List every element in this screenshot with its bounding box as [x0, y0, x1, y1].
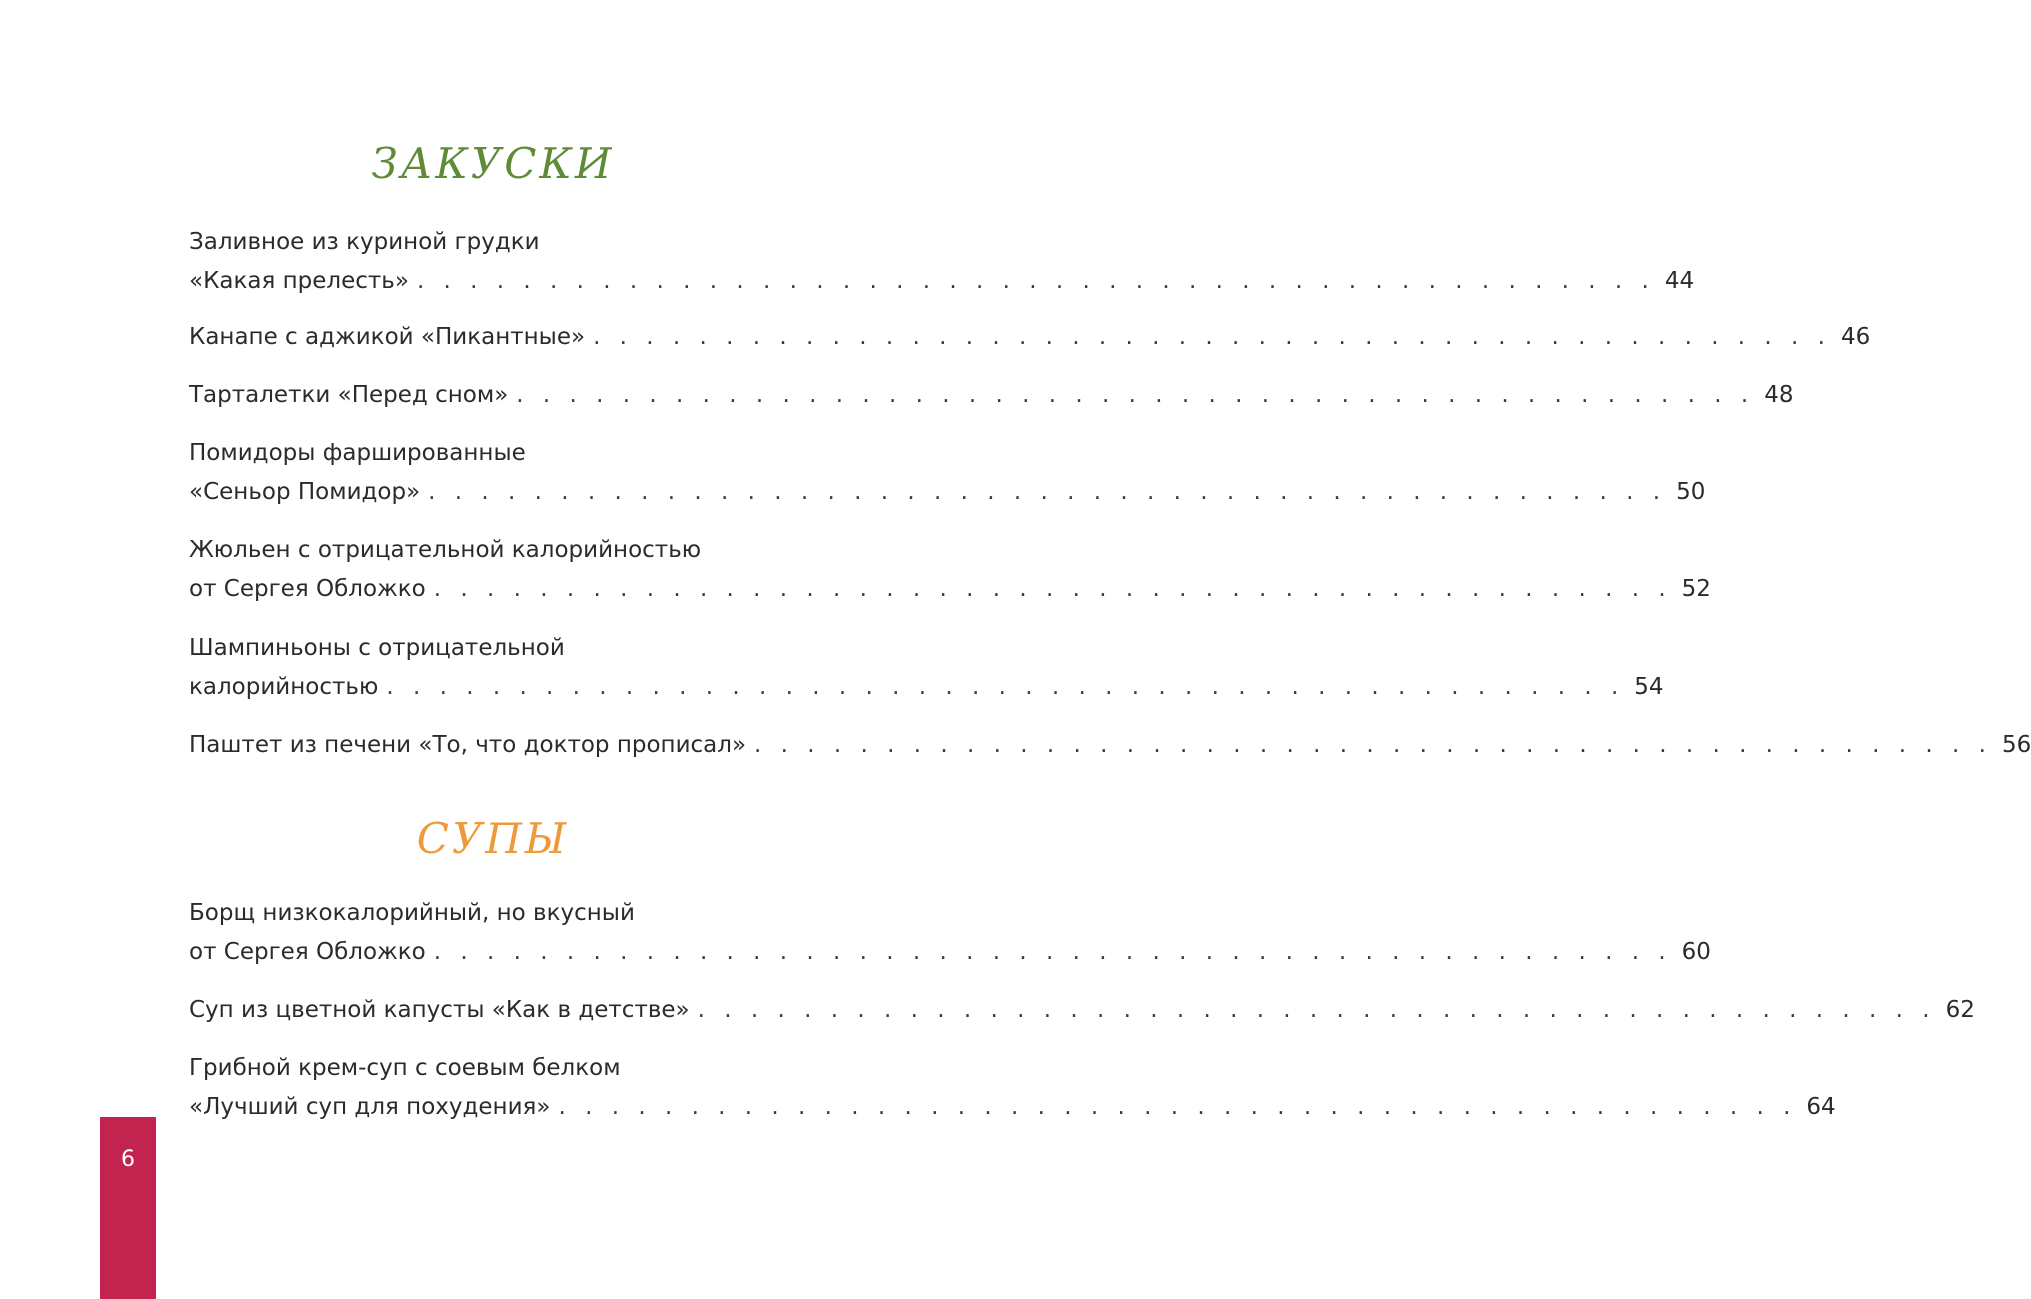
toc-page-number: 62	[1945, 997, 1975, 1023]
toc-entry-title: Борщ низкокалорийный, но вкусный	[189, 900, 635, 926]
toc-entry-title: «Сеньор Помидор»	[189, 479, 421, 505]
dot-leader: . . . . . . . . . . . . . . . . . . . . . . . . . . . . . . . . . . . . . . . . . . . . . . .	[754, 732, 1992, 758]
toc-page-number: 44	[1664, 268, 1695, 294]
toc-entry-title: Паштет из печени «То, что доктор прописал»	[189, 732, 747, 758]
toc-page-number: 46	[1841, 324, 1871, 350]
toc-entry-title: Заливное из куриной грудки	[189, 229, 540, 255]
toc-entry[interactable]	[189, 991, 1975, 1030]
page-number: 6	[121, 1147, 135, 1172]
dot-leader: . . . . . . . . . . . . . . . . . . . . . . . . . . . . . . . . . . . . . . . . . . . . . . .	[697, 997, 1936, 1023]
dot-leader: . . . . . . . . . . . . . . . . . . . . . . . . . . . . . . . . . . . . . . . . . . . . . . .	[593, 324, 1831, 350]
toc-entry[interactable]	[189, 376, 1794, 415]
toc-page-number: 60	[1681, 939, 1711, 965]
dot-leader: . . . . . . . . . . . . . . . . . . . . . . . . . . . . . . . . . . . . . . . . . . . . . . .	[433, 576, 1672, 602]
toc-entry[interactable]	[189, 894, 1711, 972]
toc-entry-title: от Сергея Обложко	[189, 939, 426, 965]
section-title-supy: СУПЫ	[416, 814, 570, 863]
toc-entry[interactable]	[189, 223, 1695, 301]
toc-entry-title: Канапе с аджикой «Пикантные»	[189, 324, 586, 350]
toc-entry-title: «Лучший суп для похудения»	[189, 1094, 551, 1120]
toc-page-number: 64	[1806, 1094, 1836, 1120]
toc-entry[interactable]	[189, 434, 1706, 512]
section-title-zakuski: ЗАКУСКИ	[371, 139, 615, 188]
toc-entry[interactable]	[189, 531, 1711, 609]
page-number-tab	[100, 1117, 156, 1299]
toc-entry[interactable]	[189, 318, 1871, 357]
toc-page-number: 52	[1681, 576, 1711, 602]
dot-leader: . . . . . . . . . . . . . . . . . . . . . . . . . . . . . . . . . . . . . . . . . . . . . . .	[428, 479, 1667, 505]
toc-entry-title: «Какая прелесть»	[189, 268, 409, 294]
dot-leader: . . . . . . . . . . . . . . . . . . . . . . . . . . . . . . . . . . . . . . . . . . . . . . .	[516, 382, 1755, 408]
toc-entry[interactable]	[189, 1049, 1836, 1127]
toc-entry-title: Тарталетки «Перед сном»	[189, 382, 509, 408]
toc-entry-title: калорийностью	[189, 674, 379, 700]
dot-leader: . . . . . . . . . . . . . . . . . . . . . . . . . . . . . . . . . . . . . . . . . . . . . . .	[558, 1094, 1797, 1120]
dot-leader: . . . . . . . . . . . . . . . . . . . . . . . . . . . . . . . . . . . . . . . . . . . . . . .	[416, 268, 1655, 294]
toc-entry-title: Жюльен с отрицательной калорийностью	[189, 537, 702, 563]
toc-page-number: 54	[1634, 674, 1664, 700]
toc-entry-title: Грибной крем-суп с соевым белком	[189, 1055, 621, 1081]
toc-entry[interactable]	[189, 629, 1664, 707]
toc-entry-title: Помидоры фаршированные	[189, 440, 526, 466]
toc-entry-title: Суп из цветной капусты «Как в детстве»	[189, 997, 690, 1023]
toc-page-number: 50	[1676, 479, 1706, 505]
toc-entry[interactable]	[189, 726, 2031, 765]
dot-leader: . . . . . . . . . . . . . . . . . . . . . . . . . . . . . . . . . . . . . . . . . . . . . . .	[433, 939, 1672, 965]
dot-leader: . . . . . . . . . . . . . . . . . . . . . . . . . . . . . . . . . . . . . . . . . . . . . . .	[386, 674, 1625, 700]
toc-entry-title: от Сергея Обложко	[189, 576, 426, 602]
toc-page-number: 48	[1764, 382, 1794, 408]
toc-entry-title: Шампиньоны с отрицательной	[189, 635, 565, 661]
toc-page-number: 56	[2001, 732, 2031, 758]
